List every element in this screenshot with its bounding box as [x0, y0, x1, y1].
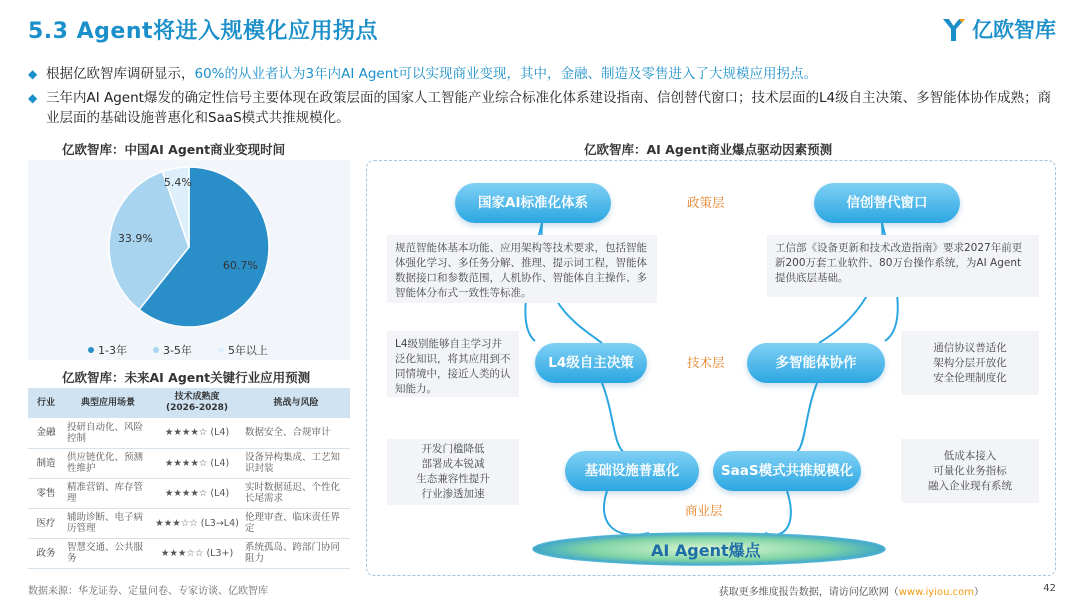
- industry-cell: 医疗: [28, 508, 64, 538]
- pie-legend: [88, 342, 268, 358]
- footer-note: [719, 583, 984, 598]
- risk-cell: 系统孤岛、跨部门协同阻力: [242, 538, 350, 568]
- industry-cell: 金融: [28, 418, 64, 448]
- logo-text: 亿欧智库: [972, 18, 1056, 42]
- maturity-cell: ★★★☆☆ (L3→L4): [152, 508, 242, 538]
- bullet-list: [28, 64, 1058, 132]
- diamond-icon: ◆: [28, 67, 38, 81]
- table-row: [28, 418, 350, 448]
- base-label: AI Agent爆点: [651, 541, 761, 560]
- bullet-text: 三年内AI Agent爆发的确定性信号主要体现在政策层面的国家人工智能产业综合标准化体系建设指南、信创替代窗口；技术层面的L4级自主决策、多智能体协作成熟；商业层面的基础设施普惠化和SaaS模式共推规模化。: [46, 90, 1052, 126]
- legend-swatch: [218, 347, 224, 353]
- page-number: 42: [1043, 583, 1056, 594]
- legend-swatch: [153, 347, 159, 353]
- pie-data-label: 60.7%: [222, 258, 258, 272]
- risk-cell: 伦理审查、临床责任界定: [242, 508, 350, 538]
- tech-layer-label: 技术层: [687, 355, 725, 370]
- footer-link[interactable]: www.iyiou.com: [898, 587, 974, 598]
- risk-cell: 设备异构集成、工艺知识封装: [242, 448, 350, 478]
- bullet-highlight: 60%的从业者认为3年内AI Agent可以实现商业变现，其中，金融、制造及零售进入了大规模应用拐点。: [194, 66, 818, 82]
- legend-swatch: [88, 347, 94, 353]
- node-l4-decision: L4级自主决策: [535, 343, 647, 383]
- table-row: [28, 508, 350, 538]
- policy-layer-label: 政策层: [687, 195, 725, 210]
- scene-cell: 投研自动化、风险控制: [64, 418, 152, 448]
- card-multi-agent: 通信协议普适化 架构分层开放化 安全伦理制度化: [901, 331, 1039, 395]
- legend-label: 1-3年: [98, 344, 127, 357]
- diamond-icon: ◆: [28, 91, 38, 105]
- table-header-row: [28, 388, 350, 418]
- bullet-text: 根据亿欧智库调研显示，: [46, 66, 195, 82]
- industry-cell: 零售: [28, 478, 64, 508]
- driver-diagram: [366, 160, 1056, 576]
- maturity-cell: ★★★★☆ (L4): [152, 448, 242, 478]
- table-header: 挑战与风险: [242, 388, 350, 418]
- scene-cell: 辅助诊断、电子病历管理: [64, 508, 152, 538]
- node-infrastructure: 基础设施普惠化: [565, 451, 699, 491]
- connector-line: [787, 383, 817, 454]
- source-note: 数据来源：华龙证券、定量问卷、专家访谈、亿欧智库: [28, 586, 268, 597]
- business-layer-label: 商业层: [685, 503, 723, 518]
- table-row: [28, 448, 350, 478]
- scene-cell: 供应链优化、预测性维护: [64, 448, 152, 478]
- bullet-item: [28, 88, 1058, 128]
- legend-label: 3-5年: [162, 344, 192, 357]
- table-row: [28, 478, 350, 508]
- industry-table: [28, 388, 350, 569]
- industry-cell: 政务: [28, 538, 64, 568]
- pie-data-label: 33.9%: [117, 231, 153, 245]
- node-xinchuang-window: 信创替代窗口: [814, 183, 960, 223]
- node-saas-model: SaaS模式共推规模化: [713, 451, 861, 491]
- connector-line: [602, 383, 635, 454]
- maturity-cell: ★★★☆☆ (L3+): [152, 538, 242, 568]
- logo: [940, 14, 1056, 44]
- card-infrastructure: 开发门槛降低 部署成本锐减 生态兼容性提升 行业渗透加速: [387, 439, 519, 505]
- node-multi-agent: 多智能体协作: [747, 343, 885, 383]
- connector-line: [765, 491, 791, 535]
- table-header: 行业: [28, 388, 64, 418]
- scene-cell: 精准营销、库存管理: [64, 478, 152, 508]
- card-xinchuang: 工信部《设备更新和技术改造指南》要求2027年前更新200万套工业软件、80万台操作系统，为AI Agent提供底层基础。: [767, 235, 1039, 297]
- legend-item: [218, 342, 268, 358]
- industry-cell: 制造: [28, 448, 64, 478]
- card-l4: L4级别能够自主学习并泛化知识，将其应用到不同情境中，接近人类的认知能力。: [387, 331, 519, 397]
- risk-cell: 数据安全、合规审计: [242, 418, 350, 448]
- diagram-title: 亿欧智库：AI Agent商业爆点驱动因素预测: [584, 142, 833, 157]
- connector-line: [604, 491, 649, 535]
- logo-icon: [940, 15, 968, 43]
- legend-item: [88, 342, 127, 358]
- node-national-ai-standard: 国家AI标准化体系: [455, 183, 611, 223]
- scene-cell: 智慧交通、公共服务: [64, 538, 152, 568]
- card-saas: 低成本接入 可量化业务指标 融入企业现有系统: [901, 439, 1039, 503]
- maturity-cell: ★★★★☆ (L4): [152, 478, 242, 508]
- page-title: 5.3 Agent将进入规模化应用拐点: [28, 19, 379, 44]
- maturity-cell: ★★★★☆ (L4): [152, 418, 242, 448]
- pie-data-label: 5.4%: [163, 175, 192, 189]
- legend-item: [153, 342, 192, 358]
- legend-label: 5年以上: [227, 344, 268, 357]
- pie-chart: [28, 160, 350, 360]
- table-row: [28, 538, 350, 568]
- table-header: 典型应用场景: [64, 388, 152, 418]
- bullet-item: [28, 64, 1058, 84]
- pie-title: 亿欧智库：中国AI Agent商业变现时间: [62, 142, 286, 157]
- footer-close: ）: [974, 587, 984, 598]
- table-header: 技术成熟度 (2026-2028): [152, 388, 242, 418]
- pie-panel: [28, 160, 350, 360]
- risk-cell: 实时数据延迟、个性化长尾需求: [242, 478, 350, 508]
- footer-text: 获取更多维度报告数据，请访问亿欧网（: [718, 587, 899, 598]
- table-title: 亿欧智库：未来AI Agent关键行业应用预测: [62, 370, 311, 385]
- card-national-standard: 规范智能体基本功能、应用架构等技术要求，包括智能体强化学习、多任务分解、推理、提示词工程，智能体数据接口和参数范围，人机协作、智能体自主操作、多智能体分布式一致性等标准。: [387, 235, 657, 303]
